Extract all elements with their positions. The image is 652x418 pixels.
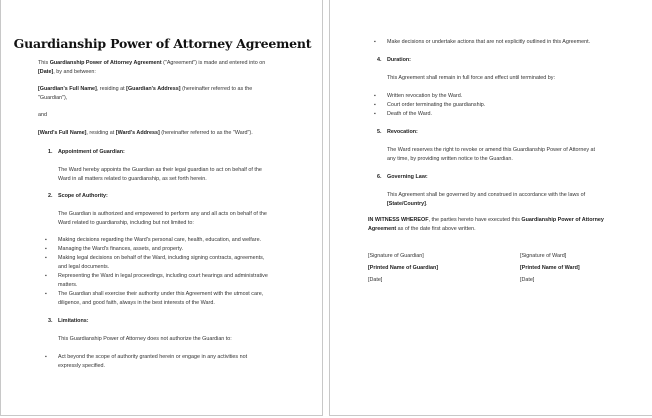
ward-address-placeholder: [Ward's Address] bbox=[115, 130, 160, 136]
party-text: (hereinafter referred to as the "Ward"). bbox=[159, 130, 253, 136]
ward-signature-line: [Signature of Ward] bbox=[520, 253, 567, 259]
intro-paragraph-line-2 bbox=[38, 68, 96, 77]
section-2-body-line-1: The Guardian is authorized and empowered to perform any and all acts on behalf of the bbox=[58, 211, 267, 217]
section-title: Scope of Authority: bbox=[58, 193, 108, 199]
section-5-heading bbox=[377, 128, 418, 137]
list-item: ▪ Court order terminating the guardianship. bbox=[387, 101, 485, 110]
guardian-address-placeholder: [Guardian's Address] bbox=[126, 86, 181, 92]
guardian-party-line-1 bbox=[38, 85, 252, 94]
list-item-continuation: diligence, and good faith, always in the best interests of the Ward. bbox=[58, 300, 215, 306]
punctuation: . bbox=[425, 201, 428, 207]
section-number: 4. bbox=[377, 57, 382, 63]
ward-printed-name: [Printed Name of Ward] bbox=[520, 265, 580, 271]
section-2-body-line-2: Ward related to guardianship, including but not limited to: bbox=[58, 220, 194, 226]
list-item: ▪ Death of the Ward. bbox=[387, 110, 432, 119]
intro-text: ("Agreement") is made and entered into on bbox=[161, 60, 266, 66]
list-item: ▪ Act beyond the scope of authority granted herein or engage in any activities not bbox=[58, 353, 247, 362]
ward-date: [Date] bbox=[520, 277, 535, 283]
list-item-continuation: and legal documents. bbox=[58, 264, 110, 270]
section-number: 5. bbox=[377, 129, 382, 135]
document-page-2 bbox=[329, 0, 652, 416]
intro-text: This bbox=[38, 60, 50, 66]
guardian-date: [Date] bbox=[368, 277, 383, 283]
section-6-body-line-1: This Agreement shall be governed by and construed in accordance with the laws of bbox=[387, 192, 586, 198]
agreement-name: Guardianship Power of Attorney Agreement bbox=[49, 60, 162, 66]
section-4-body-line-1: This Agreement shall remain in full force and effect until terminated by: bbox=[387, 75, 555, 81]
party-text: , residing at bbox=[96, 86, 127, 92]
guardian-name-placeholder: [Guardian's Full Name] bbox=[38, 86, 97, 92]
agreement-name: Guardianship Power of Attorney bbox=[521, 217, 604, 223]
intro-text: , by and between: bbox=[53, 69, 96, 75]
list-item: ▪ The Guardian shall exercise their authority under this Agreement with the utmost care, bbox=[58, 290, 263, 299]
section-6-body-line-2 bbox=[387, 200, 427, 209]
section-5-body-line-1: The Ward reserves the right to revoke or amend this Guardianship Power of Attorney at bbox=[387, 147, 596, 153]
section-2-heading bbox=[48, 192, 108, 201]
intro-paragraph-line-1 bbox=[38, 59, 265, 68]
section-title: Revocation: bbox=[387, 129, 418, 135]
section-1-heading bbox=[48, 148, 125, 157]
section-6-heading bbox=[377, 173, 428, 182]
agreement-name: Agreement bbox=[368, 226, 397, 232]
and-text: and bbox=[38, 112, 47, 118]
section-number: 6. bbox=[377, 174, 382, 180]
section-number: 3. bbox=[48, 318, 53, 324]
ward-party-line bbox=[38, 129, 253, 138]
document-page-1 bbox=[0, 0, 323, 416]
section-title: Appointment of Guardian: bbox=[58, 149, 125, 155]
section-1-body-line-1: The Ward hereby appoints the Guardian as their legal guardian to act on behalf of the bbox=[58, 167, 262, 173]
witness-line-1 bbox=[368, 216, 604, 225]
list-item: ▪ Representing the Ward in legal proceedings, including court hearings and administrative bbox=[58, 272, 268, 281]
list-item: ▪ Making decisions regarding the Ward's personal care, health, education, and welfare. bbox=[58, 236, 261, 245]
section-1-body-line-2: Ward in all matters related to guardianship, as set forth herein. bbox=[58, 176, 207, 182]
list-item-continuation: expressly specified. bbox=[58, 363, 106, 369]
document-title: Guardianship Power of Attorney Agreement bbox=[13, 36, 312, 51]
section-title: Duration: bbox=[387, 57, 411, 63]
witness-line-2 bbox=[368, 225, 476, 234]
list-item: ▪ Written revocation by the Ward. bbox=[387, 92, 462, 101]
guardian-signature-line: [Signature of Guardian] bbox=[368, 253, 424, 259]
witness-heading: IN WITNESS WHEREOF bbox=[368, 217, 429, 223]
section-3-body-line-1: This Guardianship Power of Attorney does not authorize the Guardian to: bbox=[58, 336, 232, 342]
ward-name-placeholder: [Ward's Full Name] bbox=[38, 130, 87, 136]
section-3-heading bbox=[48, 317, 89, 326]
list-item: ▪ Make decisions or undertake actions that are not explicitly outlined in this Agreement. bbox=[387, 38, 590, 47]
witness-text: as of the date first above written. bbox=[396, 226, 476, 232]
list-item-continuation: matters. bbox=[58, 282, 78, 288]
section-4-heading bbox=[377, 56, 411, 65]
section-number: 1. bbox=[48, 149, 53, 155]
list-item: ▪ Making legal decisions on behalf of the Ward, including signing contracts, agreements, bbox=[58, 254, 264, 263]
guardian-printed-name: [Printed Name of Guardian] bbox=[368, 265, 439, 271]
section-title: Governing Law: bbox=[387, 174, 428, 180]
jurisdiction-placeholder: [State/Country] bbox=[387, 201, 426, 207]
party-text: , residing at bbox=[86, 130, 116, 136]
section-5-body-line-2: any time, by providing written notice to the Guardian. bbox=[387, 156, 513, 162]
guardian-party-line-2: "Guardian"), bbox=[38, 95, 68, 101]
list-item: ▪ Managing the Ward's finances, assets, and property. bbox=[58, 245, 183, 254]
section-title: Limitations: bbox=[58, 318, 89, 324]
party-text: (hereinafter referred to as the bbox=[180, 86, 253, 92]
section-number: 2. bbox=[48, 193, 53, 199]
witness-text: , the parties hereto have executed this bbox=[428, 217, 522, 223]
date-placeholder: [Date] bbox=[38, 69, 54, 75]
